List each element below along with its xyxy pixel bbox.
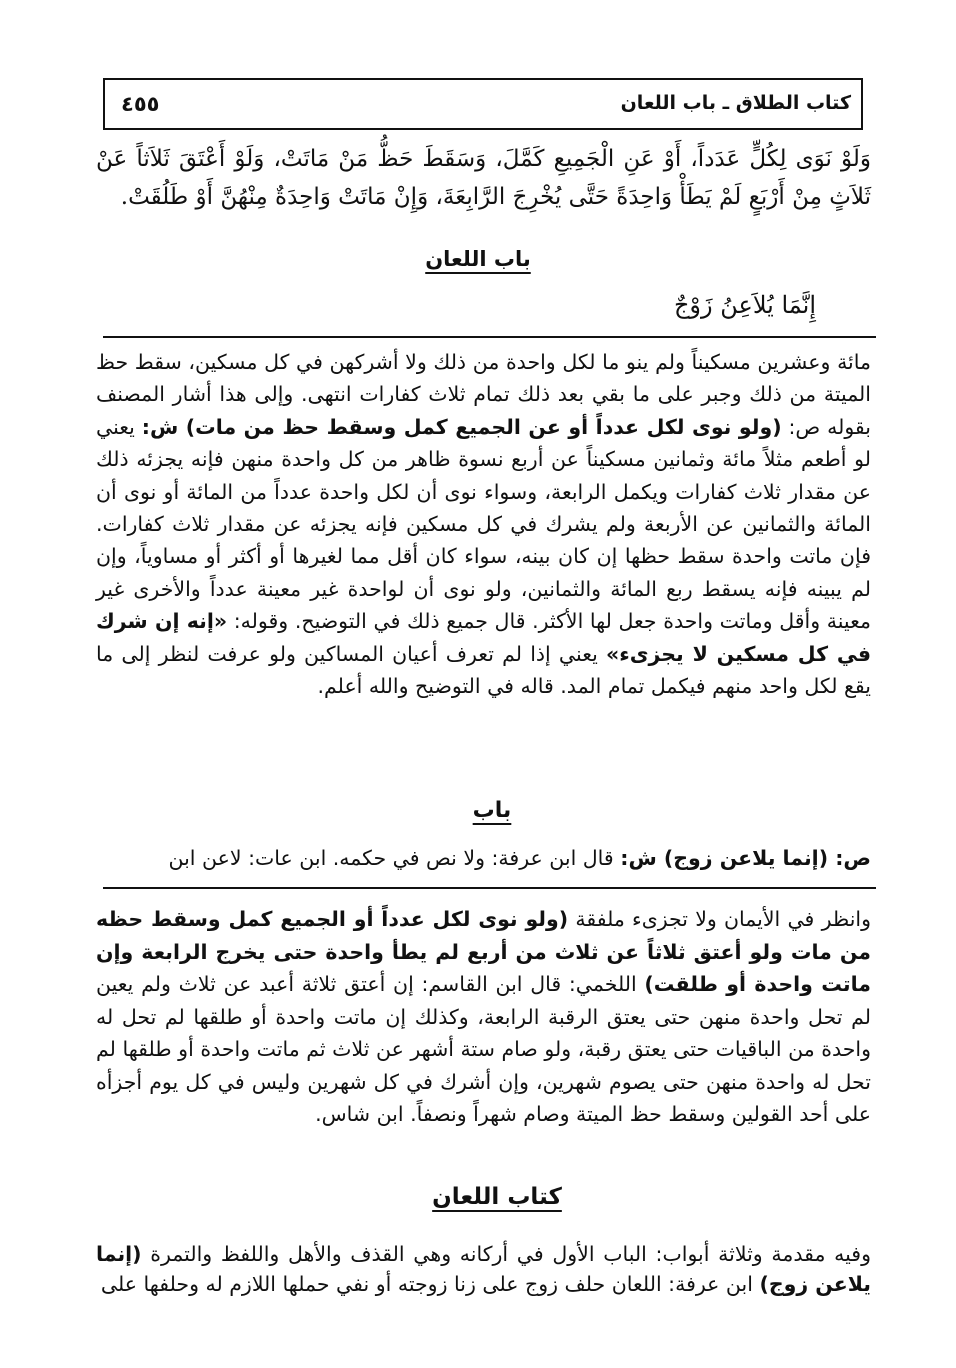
heading-bab: باب [472,798,512,823]
commentary-paragraph [96,346,871,702]
matn-quote: إِنَّمَا يُلاَعِنُ زَوْجٌ [673,291,816,319]
kitab-text-1: وفيه مقدمة وثلاثة أبواب: الباب الأول في أركانه وهي القذف والأهل واللفظ والتمرة [141,1242,871,1266]
lower-paragraph [96,903,871,1131]
divider [103,336,876,338]
divider [103,887,876,889]
lower-bold: (ولو نوى لكل عدداً أو الجميع كمل وسقط حظه من مات ولو أعتق ثلاثاً عن ثلاث من أربع لم يطأ واحدة حتى يخرج الرابعة وإن ماتت واحدة أو طلقت) [96,907,871,996]
commentary-text-1: مائة وعشرين مسكيناً ولم ينو ما لكل واحدة من ذلك ولا أشركهن في كل مسكين، سقط حظ الميتة من ذلك وجبر على ما بقي بعد ذلك تمام ثلاث كفارات انتهى. وإلى هذا أشار المصنف بقوله ص: [96,350,871,439]
heading-kitab-al-lian: كتاب اللعان [432,1184,562,1210]
commentary-text [96,346,871,702]
page-number: ٤٥٥ [121,92,160,116]
kitab-text-2: ابن عرفة: اللعان حلف زوج على زنا زوجته أو نفي حملها اللازم له وحلفها على [100,1272,760,1296]
header-title: كتاب الطلاق ـ باب اللعان [620,92,851,114]
kitab-paragraph [96,1239,871,1299]
heading-bab-al-lian: باب اللعان [425,247,531,271]
matn-paragraph: وَلَوْ نَوَى لِكُلٍّ عَدَداً، أَوْ عَنِ الْجَمِيعِ كَمَّلَ، وَسَقَطَ حَظُّ مَنْ مَاتَتْ، وَلَوْ أَعْتَقَ ثَلاَثاً عَنْ ثَلاَثٍ مِنْ أَرْبَعٍ لَمْ يَطَأْ وَاحِدَةً حَتَّى يُخْرِجَ الرَّابِعَةَ، وَإِنْ مَاتَتْ وَاحِدَةٌ مِنْهُنَّ أَوْ طَلُقَتْ. [96,146,871,210]
lower-text-2: اللخمي: قال ابن القاسم: إن أعتق ثلاثة أعبد عن ثلاث ولم يعين لم تحل واحدة منهن حتى يعتق الرقبة الرابعة، وكذلك إن ماتت واحدة أو طلقها لم تحل له واحدة من الباقيات حتى يعتق رقبة، ولو صام ستة أشهر عن ثلاث ثم ماتت واحدة أو طلقها لم تحل له واحدة منهن حتى يصوم شهرين، وإن أشرك في كل شهرين وليس في كل يوم أجزأه على أحد القولين وسقط حظ الميتة وصام شهراً ونصفاً. ابن شاس. [96,972,871,1126]
lower-text-1: وانظر في الأيمان ولا تجزىء ملفقة [568,907,871,931]
kitab-intro [96,1239,871,1299]
commentary-text-2: يعني لو أطعم مثلاً مائة وثمانين مسكيناً عن أربع نسوة ظاهر من كل واحدة منهن فإنه يجزئه ذلك عن مقدار ثلاث كفارات ويكمل الرابعة، وسواء نوى أن لكل واحدة عدداً من المائة أو نوى أن المائة والثمانين عن الأربعة ولم يشرك في كل مسكين فإنه يجزئه عن مقدار ثلاث كفارات. فإن ماتت واحدة سقط حظها إن كان بينه، سواء كان أقل مما لغيرها أو أكثر أو مساوياً، وإن لم يبينه فإنه يسقط ربع المائة والثمانين، ولو نوى أن لواحدة غير معينة عدداً والأخرى غير معينة وأقل وماتت واحدة جعل لها الأكثر. قال جميع ذلك في التوضيح. وقوله: [96,414,871,634]
matn-text [96,140,871,216]
commentary-text-3: يعني إذا لم تعرف أعيان المساكين ولو عرفت لنظر إلى ما يقع لكل واحد منهم فيكمل تمام المد. قاله في التوضيح والله أعلم. [96,641,871,699]
bab-rest: قال ابن عرفة: ولا نص في حكمه. ابن عات: لاعن ابن [168,846,621,870]
commentary-bold-1: (ولو نوى لكل عدداً أو عن الجميع كمل وسقط حظ من مات) ش: [141,414,782,439]
bab-bold: ص: (إنما يلاعن زوج) ش: [620,846,871,870]
running-header [103,78,863,130]
lower-commentary [96,903,871,1131]
kitab-bold: (إنما يلاعن زوج) [96,1242,871,1296]
bab-commentary-line [96,843,871,873]
commentary-bold-2: «إنه إن شرك في كل مسكين لا يجزىء» [96,609,871,666]
